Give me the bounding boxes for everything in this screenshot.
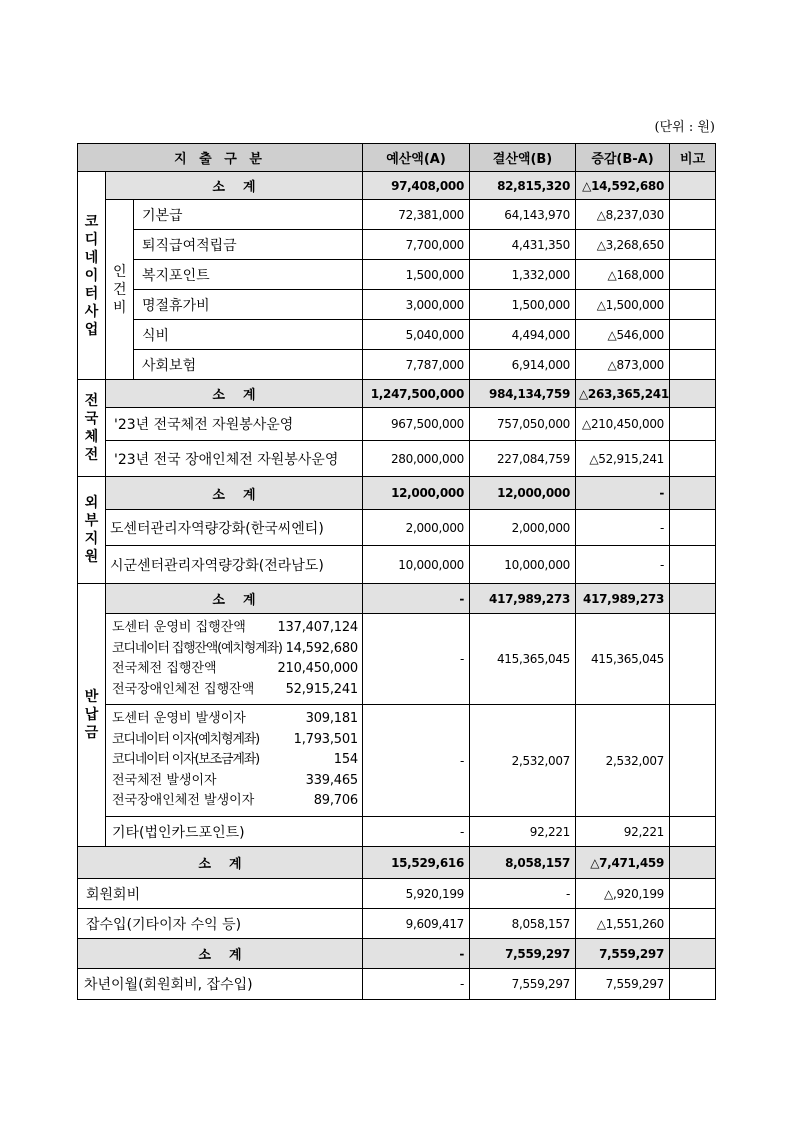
- actual-cell: 8,058,157: [470, 847, 576, 879]
- subtotal-label: 소 계: [106, 380, 363, 408]
- note-cell: [670, 847, 716, 879]
- diff-cell: △546,000: [576, 320, 670, 350]
- budget-cell: 7,700,000: [363, 230, 470, 260]
- budget-cell: -: [363, 584, 470, 614]
- note-cell: [670, 909, 716, 939]
- actual-cell: 12,000,000: [470, 477, 576, 510]
- actual-cell: -: [470, 879, 576, 909]
- table-row: [78, 969, 716, 1000]
- external-subtotal-row: [78, 477, 716, 510]
- external-title: 외부지원: [78, 477, 106, 584]
- budget-cell: 967,500,000: [363, 408, 470, 441]
- table-row: [78, 546, 716, 584]
- header-note: 비고: [670, 144, 716, 172]
- note-cell: [670, 969, 716, 1000]
- table-row: [78, 408, 716, 441]
- table-row: [78, 320, 716, 350]
- note-cell: [670, 614, 716, 705]
- row-label: '23년 전국체전 자원봉사운영: [106, 408, 363, 441]
- row-label: 회원회비: [78, 879, 363, 909]
- header-diff: 증감(B-A): [576, 144, 670, 172]
- row-label: 잡수입(기타이자 수익 등): [78, 909, 363, 939]
- diff-cell: △,920,199: [576, 879, 670, 909]
- diff-cell: 92,221: [576, 817, 670, 847]
- actual-cell: 1,500,000: [470, 290, 576, 320]
- table-row: [78, 879, 716, 909]
- national-title: 전국체전: [78, 380, 106, 477]
- actual-cell: 1,332,000: [470, 260, 576, 290]
- actual-cell: 10,000,000: [470, 546, 576, 584]
- budget-cell: 10,000,000: [363, 546, 470, 584]
- subtotal-label: 소 계: [106, 172, 363, 200]
- note-cell: [670, 408, 716, 441]
- list-item: 코디네이터 집행잔액(예치형계좌) 14,592,680: [112, 640, 358, 656]
- refund-interest-row: [78, 705, 716, 817]
- budget-cell: 1,247,500,000: [363, 380, 470, 408]
- note-cell: [670, 584, 716, 614]
- note-cell: [670, 939, 716, 969]
- diff-cell: △210,450,000: [576, 408, 670, 441]
- row-label: 기본급: [134, 200, 363, 230]
- actual-cell: 92,221: [470, 817, 576, 847]
- row-label: 차년이월(회원회비, 잡수입): [78, 969, 363, 1000]
- note-cell: [670, 441, 716, 477]
- diff-cell: △14,592,680: [576, 172, 670, 200]
- coordinator-subtotal-row: [78, 172, 716, 200]
- refund-subtotal-row: [78, 584, 716, 614]
- diff-cell: △3,268,650: [576, 230, 670, 260]
- coordinator-title: 코디네이터사업: [78, 172, 106, 380]
- refund-balance-lines: [106, 614, 363, 705]
- subtotal-label: 소 계: [106, 477, 363, 510]
- header-budget: 예산액(A): [363, 144, 470, 172]
- budget-cell: -: [363, 614, 470, 705]
- actual-cell: 227,084,759: [470, 441, 576, 477]
- row-label: 기타(법인카드포인트): [106, 817, 363, 847]
- table-header: [78, 144, 716, 172]
- note-cell: [670, 380, 716, 408]
- list-item: 코디네이터 이자(보조금계좌) 154: [112, 752, 358, 768]
- labor-subgroup: 인건비: [106, 200, 134, 380]
- note-cell: [670, 477, 716, 510]
- note-cell: [670, 320, 716, 350]
- diff-cell: 7,559,297: [576, 939, 670, 969]
- diff-cell: -: [576, 510, 670, 546]
- table-row: [78, 230, 716, 260]
- note-cell: [670, 817, 716, 847]
- table-row: [78, 260, 716, 290]
- header-actual: 결산액(B): [470, 144, 576, 172]
- subtotal-label: 소 계: [78, 939, 363, 969]
- diff-cell: △7,471,459: [576, 847, 670, 879]
- carryover-subtotal-row: [78, 939, 716, 969]
- list-item: 도센터 운영비 집행잔액 137,407,124: [112, 620, 358, 635]
- diff-cell: △1,500,000: [576, 290, 670, 320]
- refund-balance-row: [78, 614, 716, 705]
- actual-cell: 757,050,000: [470, 408, 576, 441]
- note-cell: [670, 290, 716, 320]
- row-label: 퇴직급여적립금: [134, 230, 363, 260]
- note-cell: [670, 172, 716, 200]
- diff-cell: △263,365,241: [576, 380, 670, 408]
- actual-cell: 7,559,297: [470, 969, 576, 1000]
- note-cell: [670, 510, 716, 546]
- budget-cell: -: [363, 939, 470, 969]
- row-label: 식비: [134, 320, 363, 350]
- actual-cell: 82,815,320: [470, 172, 576, 200]
- budget-cell: 15,529,616: [363, 847, 470, 879]
- table-row: [78, 290, 716, 320]
- subtotal-label: 소 계: [106, 584, 363, 614]
- diff-cell: △8,237,030: [576, 200, 670, 230]
- diff-cell: -: [576, 546, 670, 584]
- note-cell: [670, 705, 716, 817]
- row-label: 도센터관리자역량강화(한국씨엔티): [106, 510, 363, 546]
- actual-cell: 4,494,000: [470, 320, 576, 350]
- diff-cell: 2,532,007: [576, 705, 670, 817]
- national-subtotal-row: [78, 380, 716, 408]
- budget-cell: -: [363, 705, 470, 817]
- diff-cell: △168,000: [576, 260, 670, 290]
- table-row: [78, 817, 716, 847]
- budget-cell: 72,381,000: [363, 200, 470, 230]
- diff-cell: △52,915,241: [576, 441, 670, 477]
- subtotal-label: 소 계: [78, 847, 363, 879]
- budget-cell: 9,609,417: [363, 909, 470, 939]
- note-cell: [670, 350, 716, 380]
- row-label: '23년 전국 장애인체전 자원봉사운영: [106, 441, 363, 477]
- list-item: 전국장애인체전 발생이자 89,706: [112, 793, 358, 809]
- row-label: 복지포인트: [134, 260, 363, 290]
- list-item: 전국장애인체전 집행잔액 52,915,241: [112, 681, 358, 697]
- unit-label: (단위 : 원): [654, 120, 715, 135]
- others-subtotal-row: [78, 847, 716, 879]
- list-item: 도센터 운영비 발생이자 309,181: [112, 711, 358, 727]
- list-item: 전국체전 집행잔액 210,450,000: [112, 661, 358, 676]
- actual-cell: 64,143,970: [470, 200, 576, 230]
- diff-cell: 415,365,045: [576, 614, 670, 705]
- budget-cell: 1,500,000: [363, 260, 470, 290]
- actual-cell: 2,000,000: [470, 510, 576, 546]
- diff-cell: -: [576, 477, 670, 510]
- budget-cell: -: [363, 817, 470, 847]
- table-row: [78, 441, 716, 477]
- note-cell: [670, 879, 716, 909]
- actual-cell: 2,532,007: [470, 705, 576, 817]
- list-item: 전국체전 발생이자 339,465: [112, 772, 358, 788]
- diff-cell: △873,000: [576, 350, 670, 380]
- actual-cell: 417,989,273: [470, 584, 576, 614]
- budget-cell: 97,408,000: [363, 172, 470, 200]
- note-cell: [670, 230, 716, 260]
- note-cell: [670, 546, 716, 584]
- actual-cell: 4,431,350: [470, 230, 576, 260]
- refund-interest-lines: [106, 705, 363, 817]
- expenditure-table: [77, 143, 716, 1000]
- actual-cell: 984,134,759: [470, 380, 576, 408]
- table-row: [78, 200, 716, 230]
- table-row: [78, 350, 716, 380]
- budget-cell: 12,000,000: [363, 477, 470, 510]
- note-cell: [670, 260, 716, 290]
- actual-cell: 415,365,045: [470, 614, 576, 705]
- note-cell: [670, 200, 716, 230]
- row-label: 시군센터관리자역량강화(전라남도): [106, 546, 363, 584]
- actual-cell: 8,058,157: [470, 909, 576, 939]
- diff-cell: △1,551,260: [576, 909, 670, 939]
- budget-cell: 3,000,000: [363, 290, 470, 320]
- row-label: 사회보험: [134, 350, 363, 380]
- header-category: 지 출 구 분: [78, 144, 363, 172]
- budget-cell: 2,000,000: [363, 510, 470, 546]
- budget-cell: -: [363, 969, 470, 1000]
- diff-cell: 417,989,273: [576, 584, 670, 614]
- row-label: 명절휴가비: [134, 290, 363, 320]
- table-row: [78, 510, 716, 546]
- refund-title: 반납금: [78, 584, 106, 847]
- actual-cell: 7,559,297: [470, 939, 576, 969]
- table-row: [78, 909, 716, 939]
- actual-cell: 6,914,000: [470, 350, 576, 380]
- budget-cell: 7,787,000: [363, 350, 470, 380]
- list-item: 코디네이터 이자(예치형계좌) 1,793,501: [112, 731, 358, 747]
- budget-cell: 5,920,199: [363, 879, 470, 909]
- budget-cell: 5,040,000: [363, 320, 470, 350]
- budget-cell: 280,000,000: [363, 441, 470, 477]
- diff-cell: 7,559,297: [576, 969, 670, 1000]
